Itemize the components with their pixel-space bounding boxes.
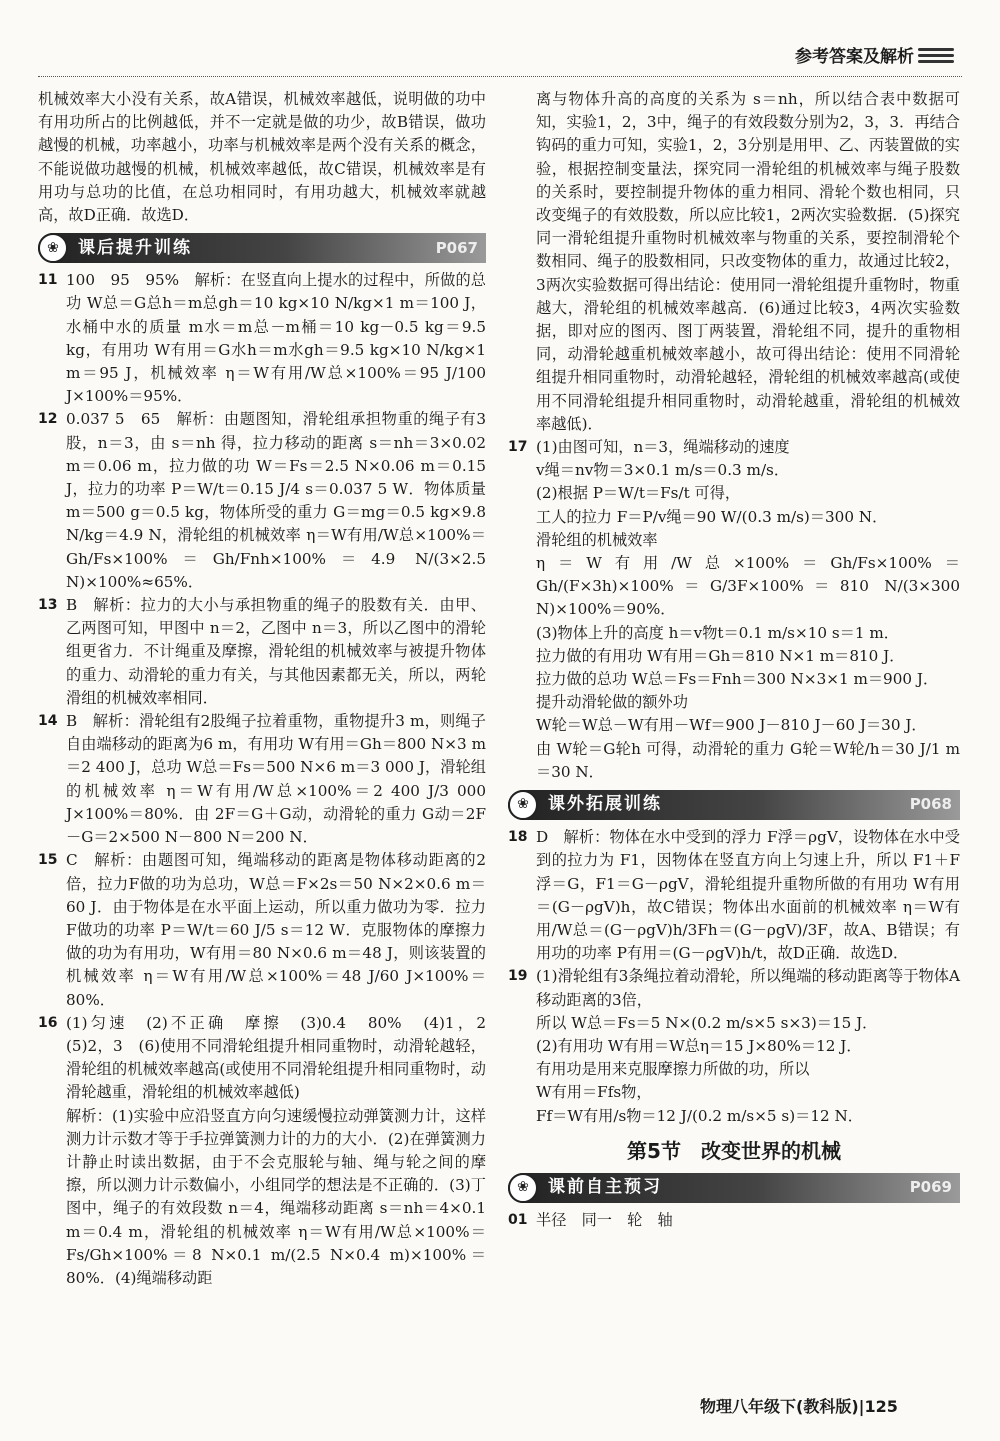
analysis-text: 解析：(1)实验中应沿竖直方向匀速缓慢拉动弹簧测力计，这样测力计示数才等于手拉弹簧测力计的力的大小．(2)在弹簧测力计静止时读出数据，由于不会克服轮与轴、绳与轮之间的摩擦，所以测力计示数偏小，小组同学的想法是不正确的．(3)丁图中，绳子的有效段数 n＝4，绳端移动距离 s＝nh＝4×0.1 m＝0.4 m，滑轮组的机械效率 η＝W有用/W总×100%＝Fs/Gh×100%＝8 N×0.1 m/(2.5 N×0.4 m)×100%＝80%．(4)绳端移动距: [66, 1106, 486, 1287]
question-18: [508, 826, 960, 965]
question-number: 14: [38, 713, 58, 730]
solution-line: W轮＝W总－W有用－Wf＝900 J－810 J－60 J＝30 J．: [536, 716, 927, 735]
question-16: [38, 1012, 502, 1290]
page-footer: 物理八年级下(教科版)|125: [700, 1397, 898, 1416]
page-code: P067: [435, 238, 478, 257]
question-number: 11: [38, 272, 58, 289]
solution-line: (2)有用功 W有用＝W总η＝15 J×80%＝12 J．: [536, 1036, 862, 1055]
solution-line: v绳＝nv物＝3×0.1 m/s＝0.3 m/s．: [536, 461, 790, 480]
question-number: 12: [38, 411, 58, 428]
banner-preview: [508, 1173, 960, 1203]
question-11: [38, 269, 486, 408]
solution-line: 所以 W总＝Fs＝5 N×(0.2 m/s×5 s×3)＝15 J．: [536, 1013, 878, 1032]
solution-line: (2)根据 P＝W/t＝Fs/t 可得，: [536, 484, 741, 503]
page-code: P068: [909, 795, 952, 814]
question-answer: B 解析：拉力的大小与承担物重的绳子的股数有关．由甲、乙两图可知，甲图中 n＝2，乙图中 n＝3，所以乙图中的滑轮组更省力．不计绳重及摩擦，滑轮组的机械效率与被提升物体的重力、动滑轮的重力有关，与其他因素都无关，所以，两轮滑组的机械效率相同．: [66, 596, 486, 707]
solution-line: (3)物体上升的高度 h＝v物t＝0.1 m/s×10 s＝1 m．: [536, 623, 899, 642]
solution-line: 拉力做的总功 W总＝Fs＝Fnh＝300 N×3×1 m＝900 J．: [536, 670, 939, 689]
right-column: [508, 88, 960, 1232]
question-answer: B 解析：滑轮组有2股绳子拉着重物，重物提升3 m，则绳子自由端移动的距离为6 m，有用功 W有用＝Gh＝800 N×3 m＝2 400 J，总功 W总＝Fs＝500 N×6 m＝3 000 J，滑轮组的机械效率 η＝W有用/W总×100%＝2 400 J/3 000 J×100%＝80%．由 2F＝G＋G动，动滑轮的重力 G动＝2F－G＝2×500 N－800 N＝200 N．: [66, 712, 486, 847]
question-13: [38, 594, 486, 710]
question-number: 19: [508, 968, 528, 985]
question-15: [38, 849, 486, 1011]
question-number: 16: [38, 1014, 58, 1031]
solution-line: 拉力做的有用功 W有用＝Gh＝810 N×1 m＝810 J．: [536, 646, 905, 665]
question-number: 13: [38, 597, 58, 614]
solution-line: (1)由图可知，n＝3，绳端移动的速度: [536, 438, 790, 457]
question-answer: C 解析：由题图可知，绳端移动的距离是物体移动距离的2倍，拉力F做的功为总功，W总＝F×2s＝50 N×2×0.6 m＝60 J．由于物体是在水平面上运动，所以重力做功为零．拉力F做功的功率 P＝W/t＝60 J/5 s＝12 W．克服物体的摩擦力做的功为有用功，W有用＝80 N×0.6 m＝48 J，则该装置的机械效率 η＝W有用/W总×100%＝48 J/60 J×100%＝80%．: [66, 851, 486, 1009]
question-answer: [536, 965, 960, 1127]
banner-title: 课前自主预习: [548, 1177, 662, 1198]
solution-line: η＝W有用/W总×100%＝Gh/Fs×100%＝Gh/(F×3h)×100%＝G/3F×100%＝810 N/(3×300 N)×100%＝90%．: [536, 554, 960, 619]
book-icon: ❀: [508, 1173, 538, 1203]
question-17: [508, 436, 960, 784]
book-icon: ❀: [38, 233, 68, 263]
question-answer: [536, 436, 960, 784]
page-header-title: 参考答案及解析: [795, 47, 914, 67]
solution-line: 有用功是用来克服摩擦力所做的功，所以: [536, 1060, 810, 1079]
solution-line: 由 W轮＝G轮h 可得，动滑轮的重力 G轮＝W轮/h＝30 J/1 m＝30 N．: [536, 739, 960, 781]
question-16-continued: 离与物体升高的高度的关系为 s＝nh，所以结合表中数据可知，实验1，2，3中，绳子的有效段数分别为2，3，3．再结合钩码的重力可知，实验1，2，3分别是用甲、乙、丙装置做的实验，根据控制变量法，探究同一滑轮组的机械效率与绳子股数的关系时，要控制提升物体的重力相同、滑轮个数也相同，只改变绳子的有效股数，所以应比较1，2两次实验数据．(5)探究同一滑轮组提升重物时机械效率与物重的关系，要控制滑轮个数相同、绳子的股数相同，只改变物体的重力，故通过比较2，3两次实验数据可得出结论：使用同一滑轮组提升重物时，物重越大，滑轮组的机械效率越高．(6)通过比较3，4两次实验数据，即对应的图丙、图丁两装置，滑轮组不同，提升的重物相同，动滑轮越重机械效率越小，故可得出结论：使用不同滑轮组提升相同重物时，动滑轮越轻，滑轮组的机械效率越高(或使用不同滑轮组提升相同重物时，动滑轮越重，滑轮组的机械效率越低)．: [536, 90, 960, 433]
solution-line: 提升动滑轮做的额外功: [536, 693, 688, 712]
solution-line: Ff＝W有用/s物＝12 J/(0.2 m/s×5 s)＝12 N．: [536, 1106, 863, 1125]
page-code: P069: [909, 1178, 952, 1197]
question-14: [38, 710, 486, 849]
book-icon: ❀: [508, 790, 538, 820]
solution-line: 滑轮组的机械效率: [536, 530, 658, 549]
question-answer: 0.037 5 65 解析：由题图知，滑轮组承担物重的绳子有3股，n＝3，由 s＝nh 得，拉力移动的距离 s＝nh＝3×0.02 m＝0.06 m，拉力做的功 W＝Fs＝2.5 N×0.06 m＝0.15 J，拉力的功率 P＝W/t＝0.15 J/4 s＝0.037 5 W．物体质量 m＝500 g＝0.5 kg，物体所受的重力 G＝mg＝0.5 kg×9.8 N/kg＝4.9 N，滑轮组的机械效率 η＝W有用/W总×100%＝Gh/Fs×100%＝Gh/Fnh×100%＝4.9 N/(3×2.5 N)×100%≈65%．: [66, 410, 486, 591]
question-answer: [66, 1012, 502, 1290]
question-answer: 半径 同一 轮 轴: [536, 1210, 673, 1229]
section-title: 第5节 改变世界的机械: [627, 1138, 841, 1163]
header-rule: [38, 76, 962, 77]
left-column: [38, 88, 502, 1290]
banner-title: 课外拓展训练: [548, 794, 662, 815]
solution-line: (1)滑轮组有3条绳拉着动滑轮，所以绳端的移动距离等于物体A移动距离的3倍，: [536, 967, 960, 1009]
question-answer: 100 95 95% 解析：在竖直向上提水的过程中，所做的总功 W总＝G总h＝m总gh＝10 kg×10 N/kg×1 m＝100 J，水桶中水的质量 m水＝m总－m桶＝10 kg－0.5 kg＝9.5 kg，有用功 W有用＝G水h＝m水gh＝9.5 kg×10 N/kg×1 m＝95 J，机械效率 η＝W有用/W总×100%＝95 J/100 J×100%＝95%．: [66, 271, 486, 406]
answer-text: (1)匀速 (2)不正确 摩擦 (3)0.4 80% (4)1，2 (5)2，3 (6)使用不同滑轮组提升相同重物时，动滑轮越轻，滑轮组的机械效率越高(或使用不同滑轮组提升相同重物时，动滑轮越重，滑轮组的机械效率越低): [66, 1013, 502, 1102]
question-number: 15: [38, 852, 58, 869]
solution-line: 工人的拉力 F＝P/v绳＝90 W/(0.3 m/s)＝300 N．: [536, 507, 888, 526]
question-19: [508, 965, 960, 1127]
question-number: 17: [508, 439, 528, 456]
header-decoration-icon: [918, 48, 954, 66]
banner-after-class: [38, 233, 486, 263]
question-01: [508, 1209, 960, 1232]
banner-title: 课后提升训练: [78, 237, 192, 258]
question-12: [38, 408, 486, 594]
banner-extension: [508, 790, 960, 820]
solution-line: W有用＝Ffs物，: [536, 1083, 652, 1102]
question-answer: D 解析：物体在水中受到的浮力 F浮＝ρgV，设物体在水中受到的拉力为 F1，因物体在竖直方向上匀速上升，所以 F1＋F浮＝G，F1＝G－ρgV，滑轮组提升重物所做的有用功 W有用＝(G－ρgV)h，故C错误；物体出水面前的机械效率 η＝W有用/W总＝(G－ρgV)h/3Fh＝(G－ρgV)/3F，故A、B错误；有用功的功率 P有用＝(G－ρgV)h/t，故D正确．故选D．: [536, 828, 960, 963]
question-number: 18: [508, 829, 528, 846]
question-number: 01: [508, 1211, 528, 1228]
intro-text: 机械效率大小没有关系，故A错误，机械效率越低，说明做的功中有用功所占的比例越低，并不一定就是做的功少，故B错误，做功越慢的机械，功率越小，功率与机械效率是两个没有关系的概念，不能说做功越慢的机械，机械效率越低，故C错误，机械效率是有用功与总功的比值，在总功相同时，有用功越大，机械效率就越高，故D正确．故选D．: [38, 90, 486, 225]
